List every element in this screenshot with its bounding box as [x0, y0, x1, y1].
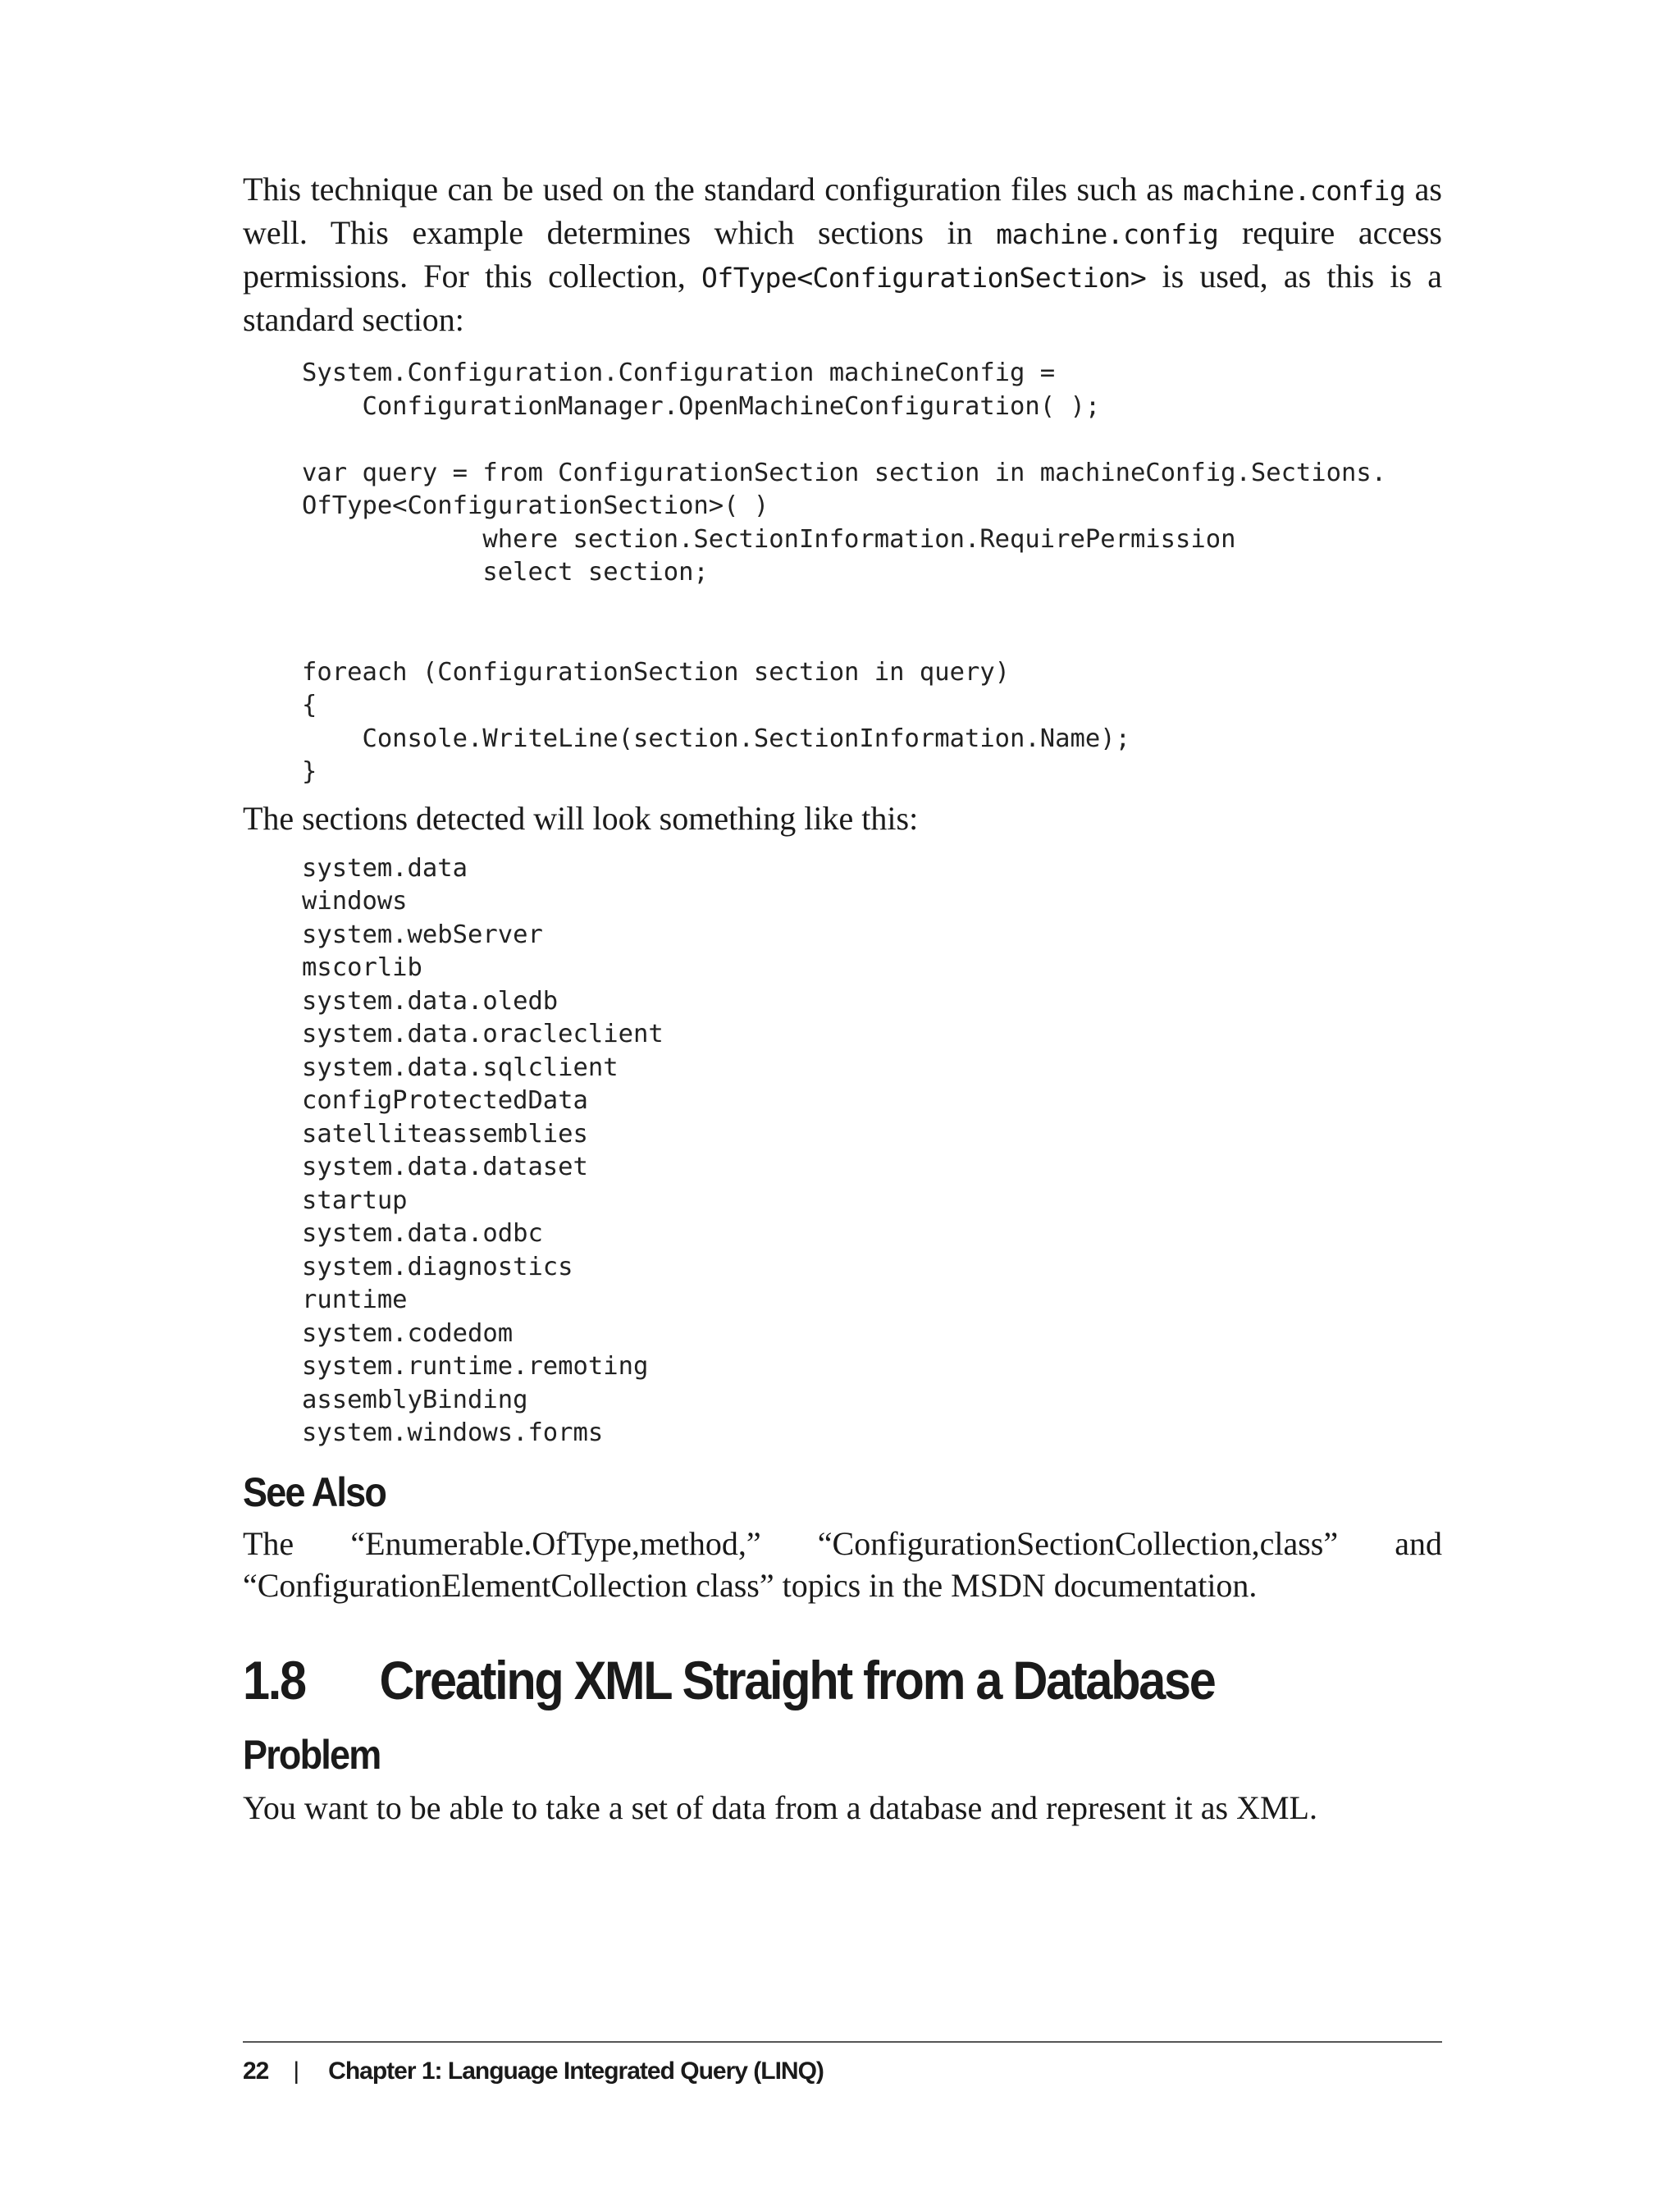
code-block-sections-list: system.data windows system.webServer mscorlib system.data.oledb system.data.oracleclient system.data.sqlclient configProtectedData satelliteassemblies system.data.dataset startup system.data.odbc system.diagnostics runtime system.codedom system.runtime.remoting assemblyBinding system.windows.forms — [302, 853, 664, 1447]
intro-text-4: is used, as this is a standard section: — [243, 258, 1443, 338]
intro-code-machine-config-2: machine.config — [996, 218, 1219, 250]
code-block-query: System.Configuration.Configuration machineConfig = ConfigurationManager.OpenMachineConfiguration( ); var query = from ConfigurationSection section in machineConfig.Sections. OfType<ConfigurationSection>( ) where section.SectionInformation.RequirePermission select section; foreach (ConfigurationSection section in query) { Console.WriteLine(section.SectionInformation.Name); } — [302, 359, 1387, 786]
intro-text-3: require access permissions. For this collection, — [243, 214, 1442, 295]
problem-heading: Problem — [243, 1731, 381, 1778]
footer-chapter-title: Chapter 1: Language Integrated Query (LINQ) — [328, 2058, 824, 2085]
problem-text: You want to be able to take a set of data from a database and represent it as XML. — [243, 1788, 1317, 1826]
recipe-title-text: Creating XML Straight from a Database — [379, 1649, 1215, 1710]
footer-separator: | — [293, 2058, 299, 2085]
recipe-number: 1.8 — [243, 1649, 305, 1710]
page-number: 22 — [243, 2058, 269, 2085]
see-also-text: The “Enumerable.OfType,method,” “ConfigurationSectionCollection,class” and “ConfigurationElementCollection class” topics in the MSDN documentation. — [243, 1524, 1442, 1604]
intro-code-oftype: OfType<ConfigurationSection> — [701, 262, 1147, 294]
page-footer — [243, 2041, 1442, 2085]
page-content — [243, 168, 1442, 1829]
intro-text-2: as well. This example determines which sections in — [243, 171, 1442, 251]
sections-intro: The sections detected will look something like this: — [243, 799, 919, 837]
see-also-heading: See Also — [243, 1468, 386, 1515]
intro-paragraph — [243, 168, 1442, 340]
intro-text-1: This technique can be used on the standard configuration files such as — [243, 171, 1184, 208]
recipe-title — [243, 1649, 1322, 1711]
intro-code-machine-config: machine.config — [1183, 175, 1406, 207]
